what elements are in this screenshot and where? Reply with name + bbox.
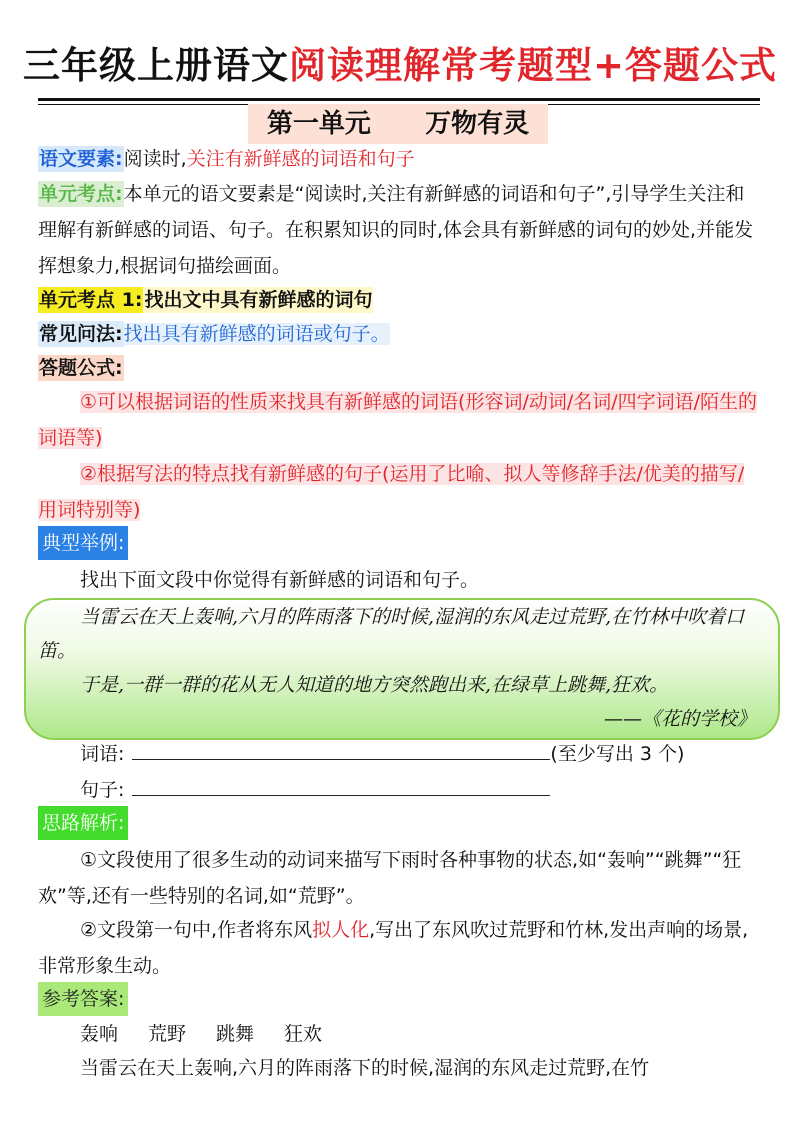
danyuan-kaodian-label: 单元考点: — [39, 183, 123, 205]
analysis-highlight: 拟人化 — [312, 919, 370, 941]
ciyu-answer-row — [80, 736, 684, 772]
ciyu-label: 词语: — [80, 743, 125, 765]
yuwen-yaosu-label: 语文要素: — [39, 148, 123, 170]
kaodian1-label: 单元考点 1: — [39, 289, 143, 311]
juzi-answer-line[interactable] — [132, 777, 550, 796]
dati-gongshi-label: 答题公式: — [39, 357, 123, 379]
dianxing-juli-label: 典型举例: — [38, 526, 128, 560]
analysis-point-1: ①文段使用了很多生动的动词来描写下雨时各种事物的状态,如“轰响”“跳舞”“狂欢”等,还有一些特别的名词,如“荒野”。 — [38, 849, 742, 907]
answer-words — [80, 1016, 322, 1052]
changjian-wenfa-text: 找出具有新鲜感的词语或句子。 — [123, 323, 390, 345]
passage-paragraph-2: 于是,一群一群的花从无人知道的地方突然跑出来,在绿草上跳舞,狂欢。 — [80, 674, 669, 696]
ciyu-answer-line[interactable] — [132, 741, 550, 760]
changjian-wenfa-row — [38, 316, 390, 352]
kaodian1-text: 找出文中具有新鲜感的词句 — [144, 289, 373, 311]
analysis-point-2: ②文段第一句中,作者将东风拟人化,写出了东风吹过荒野和竹林,发出声响的场景,非常形象生动。 — [38, 919, 749, 977]
answer-word: 荒野 — [148, 1023, 187, 1045]
title-black: 三年级上册语文 — [22, 44, 289, 87]
unit-heading: 第一单元 万物有灵 — [248, 104, 548, 144]
passage-source: ——《花的学校》 — [603, 708, 756, 730]
cankao-daan-label: 参考答案: — [38, 982, 128, 1016]
answer-word: 狂欢 — [284, 1023, 323, 1045]
formula-item-1: ①可以根据词语的性质来找具有新鲜感的词语(形容词/动词/名词/四字词语/陌生的词语等) — [38, 391, 758, 449]
silu-jiexi-label: 思路解析: — [38, 806, 128, 840]
page-title — [0, 40, 800, 92]
answer-word: 跳舞 — [216, 1023, 255, 1045]
formula-item-2: ②根据写法的特点找有新鲜感的句子(运用了比喻、拟人等修辞手法/优美的描写/用词特别等) — [38, 463, 745, 521]
danyuan-kaodian-paragraph — [38, 176, 762, 284]
answer-sentence: 当雷云在天上轰响,六月的阵雨落下的时候,湿润的东风走过荒野,在竹 — [80, 1057, 650, 1079]
yuwen-yaosu-text: 阅读时, — [123, 148, 187, 170]
yuwen-yaosu-highlight: 关注有新鲜感的词语和句子 — [186, 148, 415, 170]
ciyu-note: (至少写出 3 个) — [550, 743, 685, 765]
changjian-wenfa-label: 常见问法: — [39, 323, 123, 345]
answer-word: 轰响 — [80, 1023, 119, 1045]
kaodian1-row — [38, 282, 373, 318]
title-red: 阅读理解常考题型+答题公式 — [288, 44, 777, 87]
dati-gongshi-row — [38, 350, 124, 386]
danyuan-kaodian-text: 本单元的语文要素是“阅读时,关注有新鲜感的词语和句子”,引导学生关注和理解有新鲜感的词语、句子。在积累知识的同时,体会具有新鲜感的词句的妙处,并能发挥想象力,根据词句描绘画面。 — [38, 183, 754, 277]
juzi-answer-row — [80, 772, 550, 808]
juzi-label: 句子: — [80, 779, 125, 801]
yuwen-yaosu-row — [38, 141, 415, 177]
passage-paragraph-1: 当雷云在天上轰响,六月的阵雨落下的时候,湿润的东风走过荒野,在竹林中吹着口笛。 — [38, 606, 745, 662]
example-question: 找出下面文段中你觉得有新鲜感的词语和句子。 — [80, 569, 480, 591]
title-divider-thick — [38, 98, 760, 101]
